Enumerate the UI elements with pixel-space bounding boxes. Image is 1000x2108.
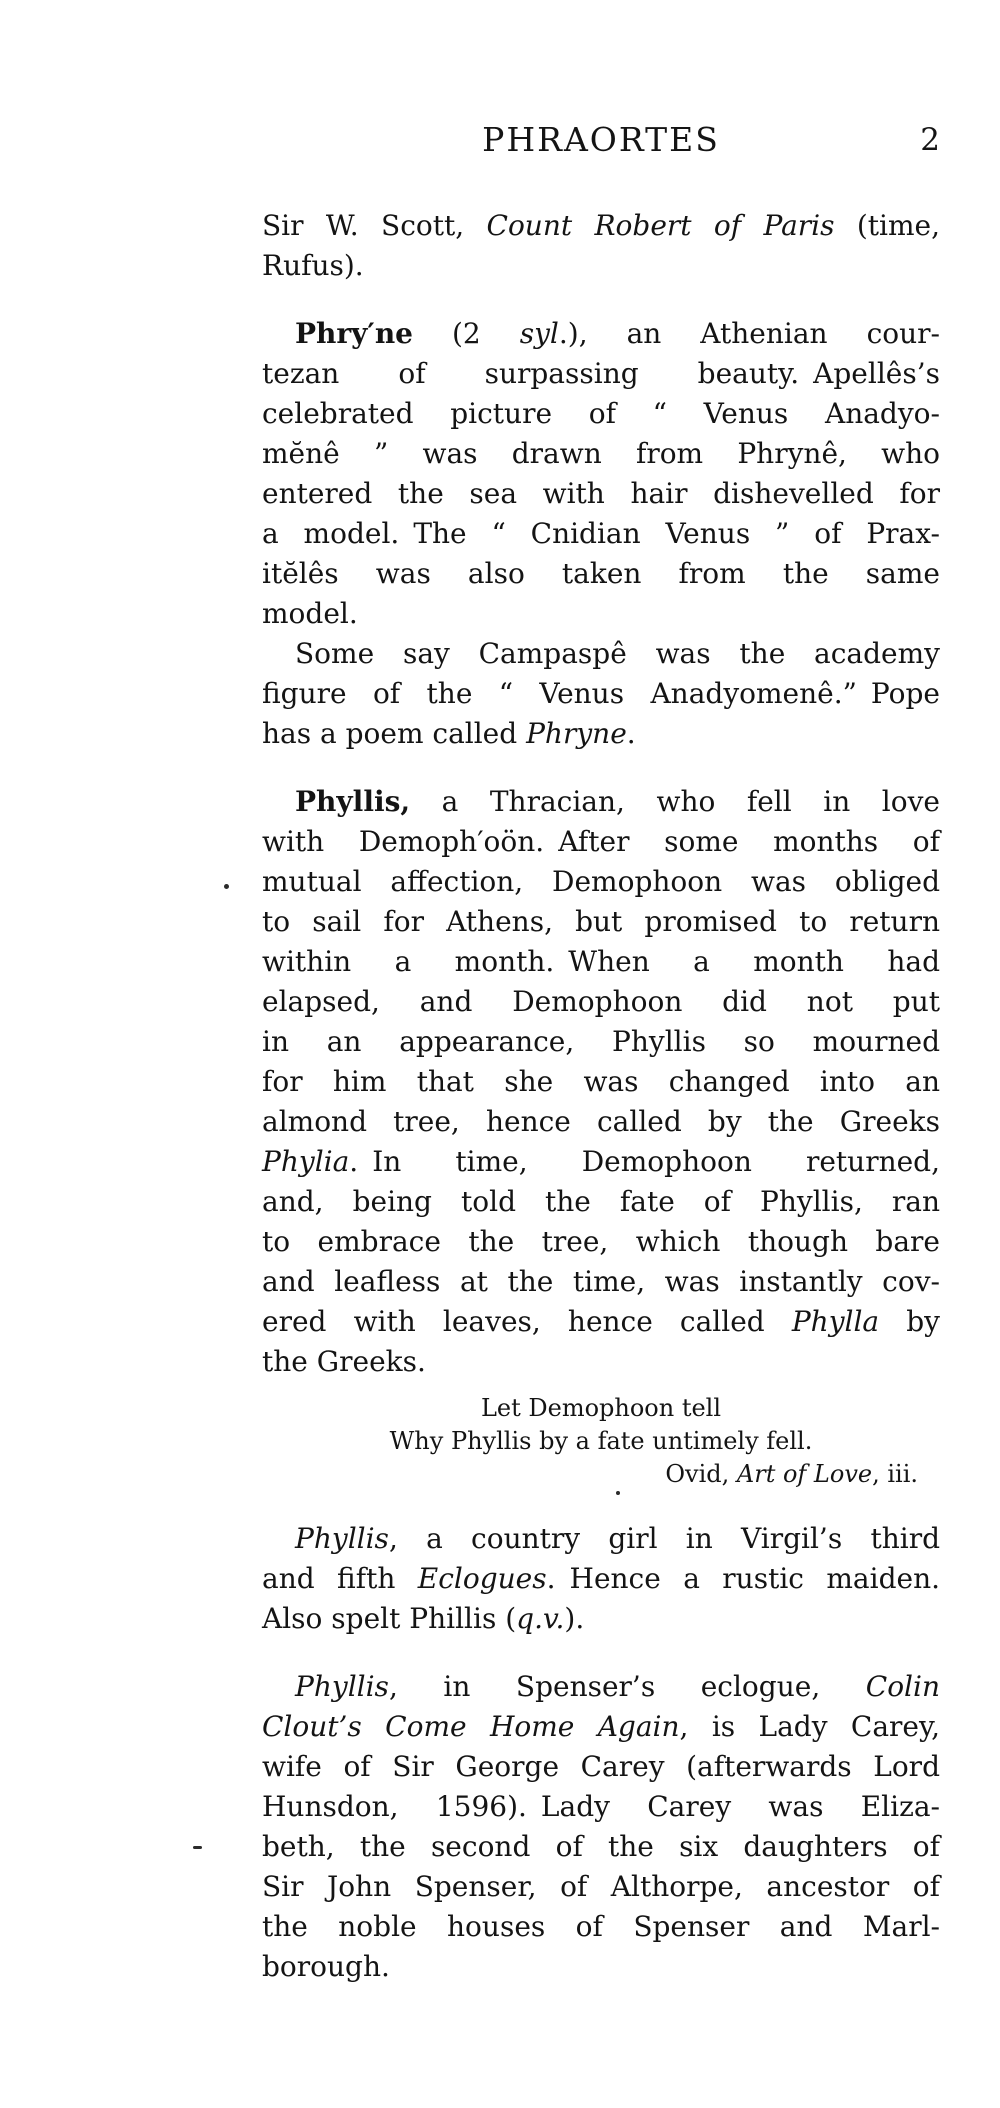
text-line [262,394,940,434]
body-text: mĕnê ” was drawn from Phrynê, who [262,437,940,470]
body-text: to embrace the tree, which though bare [262,1225,940,1258]
text-line [262,674,940,714]
text-line [262,1747,940,1787]
body-text: Also spelt Phillis ( [262,1602,517,1635]
body-text: entered the sea with hair dishevelled for [262,477,940,510]
text-line [262,1947,940,1987]
body-text: beth, the second of the six daughters of [262,1830,940,1863]
body-text: within a month. When a month had [262,945,940,978]
text-line [262,1425,940,1458]
body-text: with Demoph′oön. After some months of [262,825,940,858]
text-line [262,782,940,822]
body-text: almond tree, hence called by the Greeks [262,1105,940,1138]
body-text: Hunsdon, 1596). Lady Carey was Eliza- [262,1790,940,1823]
scan-speck [224,884,229,889]
text-line [262,1302,940,1342]
text-line [262,1142,940,1182]
text-line [262,942,940,982]
text-line [262,1222,940,1262]
body-text: . [626,717,636,750]
text-line [262,1342,940,1382]
scan-speck [616,1491,620,1495]
text-line [262,1182,940,1222]
text-line [262,822,940,862]
text-line [262,1559,940,1599]
text-line [262,1907,940,1947]
italic-text: Count Robert of Paris [486,209,835,242]
body-text: Ovid, [665,1460,737,1488]
body-text: figure of the “ Venus Anadyomenê.” Pope [262,677,940,710]
text-line [262,862,940,902]
italic-text: Phyllis [295,1670,389,1703]
body-text: . Hence a rustic maiden. [546,1562,940,1595]
body-text: , in Spenser’s eclogue, [388,1670,866,1703]
text-line [262,314,940,354]
body-text: (time, [834,209,940,242]
verse-quote-ovid [262,1392,940,1491]
body-text: Some say Campaspê was the academy [295,637,940,670]
body-text: elapsed, and Demophoon did not put [262,985,940,1018]
text-line [262,1262,940,1302]
italic-text: q.v. [516,1602,565,1635]
text-line [262,1599,940,1639]
body-text: ). [564,1602,585,1635]
body-text: ered with leaves, hence called [262,1305,792,1338]
body-text: . In time, Demophoon returned, [349,1145,940,1178]
paragraph-campaspe [262,634,940,754]
text-line [262,1519,940,1559]
body-text: for him that she was changed into an [262,1065,940,1098]
text-line [262,1787,940,1827]
body-text: a Thracian, who fell in love [410,785,940,818]
text-line [262,982,940,1022]
body-text: Sir W. Scott, [262,209,487,242]
text-line [262,354,940,394]
entry-phyllis-virgil [262,1519,940,1639]
body-text: , is Lady Carey, [679,1710,940,1743]
body-text: itĕlês was also taken from the same [262,557,940,590]
body-text: has a poem called [262,717,527,750]
body-text: , iii. [872,1460,918,1488]
entry-phyllis-thracian [262,782,940,1382]
paragraph-scott-continuation [262,206,940,286]
body-text: Why Phyllis by a fate untimely fell. [389,1427,813,1455]
entry-headword: Phry′ne [295,317,413,350]
body-text: and, being told the fate of Phyllis, ran [262,1185,940,1218]
text-line [262,246,940,286]
body-text: Sir John Spenser, of Althorpe, ancestor of [262,1870,940,1903]
body-text: mutual affection, Demophoon was obliged [262,865,940,898]
body-text: in an appearance, Phyllis so mourned [262,1025,940,1058]
text-line [262,634,940,674]
text-line [262,714,940,754]
text-line [262,1392,940,1425]
text-line [262,1867,940,1907]
italic-text: Art of Love [736,1460,873,1488]
body-text: borough. [262,1950,390,1983]
text-line [262,206,940,246]
italic-text: Eclogues [417,1562,547,1595]
page-header [262,118,940,162]
body-text: celebrated picture of “ Venus Anadyo- [262,397,940,430]
text-line [262,1022,940,1062]
text-line [262,902,940,942]
body-text: to sail for Athens, but promised to return [262,905,940,938]
page-body [262,206,940,1987]
text-line [262,1458,940,1491]
italic-text: Clout’s Come Home Again [262,1710,680,1743]
body-text: by [879,1305,940,1338]
running-title: PHRAORTES [482,120,720,159]
italic-text: Phyllis [295,1522,389,1555]
text-line [262,474,940,514]
body-text: and fifth [262,1562,418,1595]
italic-text: Phryne [526,717,627,750]
body-text: , a country girl in Virgil’s third [388,1522,940,1555]
body-text: Let Demophoon tell [480,1394,722,1422]
entry-headword: Phyllis, [295,785,411,818]
body-text: tezan of surpassing beauty. Apellês’s [262,357,940,390]
body-text: a model. The “ Cnidian Venus ” of Prax- [262,517,940,550]
text-line [262,434,940,474]
body-text: Rufus). [262,249,364,282]
text-line [262,1102,940,1142]
body-text: the Greeks. [262,1345,426,1378]
body-text: (2 [413,317,520,350]
body-text: the noble houses of Spenser and Marl- [262,1910,940,1943]
scan-speck [193,1846,202,1849]
body-text: wife of Sir George Carey (afterwards Lord [262,1750,940,1783]
text-line [262,1667,940,1707]
entry-phyllis-spenser [262,1667,940,1987]
page-number: 2 [920,122,940,158]
body-text: and leafless at the time, was instantly cov- [262,1265,940,1298]
italic-text: syl [519,317,559,350]
entry-phryne [262,314,940,634]
body-text: .), an Athenian cour- [558,317,940,350]
text-line [262,554,940,594]
text-line [262,1707,940,1747]
italic-text: Phylia [262,1145,350,1178]
text-line [262,1062,940,1102]
text-line [262,1827,940,1867]
text-line [262,514,940,554]
italic-text: Colin [865,1670,940,1703]
text-line [262,594,940,634]
italic-text: Phylla [791,1305,880,1338]
body-text: model. [262,597,358,630]
